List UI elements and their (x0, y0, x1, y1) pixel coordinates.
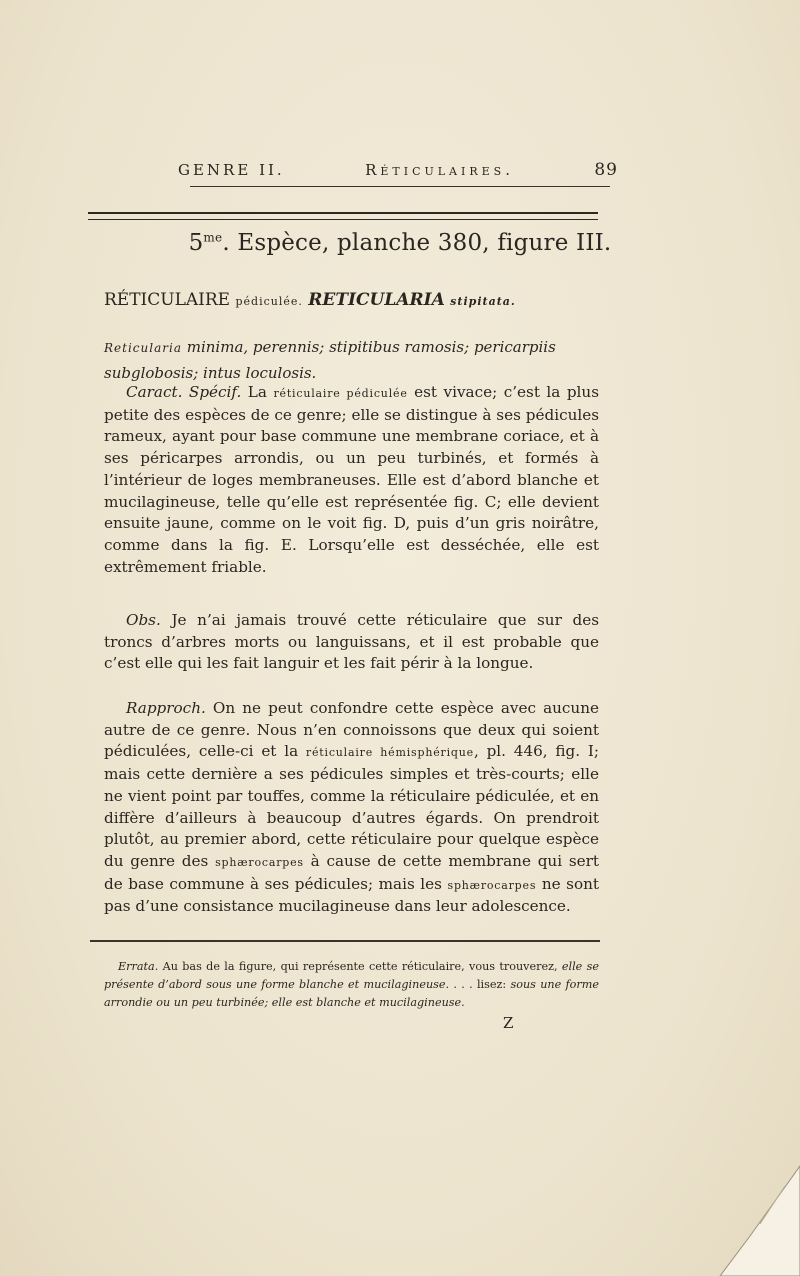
signature-mark: Z (503, 1014, 514, 1032)
french-epithet: pédiculée. (235, 295, 303, 308)
running-head (178, 160, 618, 180)
french-name: RÉTICULAIRE (104, 290, 231, 310)
caract-lead: La (241, 383, 274, 401)
caract-label: Caract. Spécif. (126, 383, 242, 401)
rapproch-label: Rapproch. (126, 699, 206, 717)
errata-part1: Au bas de la figure, qui représente cette réticulaire, vous trouverez, (158, 960, 562, 973)
errata-label: Errata. (118, 960, 159, 973)
species-ordinal: me (203, 230, 223, 245)
latin-diagnosis-genus: Reticularia (104, 341, 182, 355)
section-double-rule (88, 212, 598, 220)
rapproch-name2: sphærocarpes (215, 855, 304, 869)
running-head-title: Réticulaires. (365, 161, 514, 179)
obs-label: Obs. (126, 611, 161, 629)
errata-part2: . . . . lisez: (445, 978, 511, 991)
caract-name: réticulaire pédiculée (273, 387, 408, 400)
obs-body: Je n’ai jamais trouvé cette réticulaire que sur des troncs d’arbres morts ou languissans, et il est probable que c’est elle qui les fait languir et les fait périr à la longue. (104, 611, 599, 673)
latin-diagnosis-text: minima, perennis; stipitibus ramosis; pericarpiis subglobosis; intus loculosis. (104, 338, 556, 382)
paragraph-rapproch (104, 698, 599, 918)
footnote-rule (90, 940, 600, 942)
species-name-line (104, 290, 604, 310)
rapproch-part4: ne sont pas d’une consistance mucilagineuse dans leur adolescence. (104, 874, 600, 916)
errata-note (104, 958, 599, 1012)
latin-genus: RETICULARIA (308, 290, 445, 310)
rapproch-part2: , pl. 446, fig. I; mais cette dernière a ses pédicules simples et très-courts; elle ne vient point par touffes, comme la réticulaire pédiculée, et en diffère d’ailleurs à beaucoup d’autres égards. On prendroit plutôt, au premier abord, cette réticulaire pour quelque espèce du genre des (104, 742, 599, 870)
species-heading-text: . Espèce, planche 380, figure III. (222, 230, 612, 256)
latin-diagnosis (104, 335, 599, 386)
page-number: 89 (594, 160, 618, 180)
running-head-genre: GENRE II. (178, 161, 285, 179)
latin-epithet: stipitata. (450, 295, 516, 308)
paragraph-obs (104, 610, 599, 675)
rapproch-part3: à cause de cette membrane qui sert de base commune à ses pédicules; mais les (104, 851, 599, 893)
species-heading (0, 230, 800, 256)
caract-body: est vivace; c’est la plus petite des espèces de ce genre; elle se distingue à ses pédicules rameux, ayant pour base commune une membrane coriace, et à ses péricarpes arrondis, ou un peu turbinés, et formés à l’intérieur de loges membraneuses. Elle est d’abord blanche et mucilagineuse, telle qu’elle est représentée fig. C; elle devient ensuite jaune, comme on le voit fig. D, puis d’un gris noirâtre, comme dans la fig. E. Lorsqu’elle est desséchée, elle est extrêmement friable. (104, 383, 599, 576)
errata-right: sous une forme arrondie ou un peu turbinée; elle est blanche et mucilagineuse. (104, 978, 599, 1009)
torn-page-corner (690, 1146, 800, 1276)
rapproch-part1: On ne peut confondre cette espèce avec aucune autre de ce genre. Nous n’en connoissons que deux qui soient pédiculées, celle-ci et la (104, 699, 599, 761)
paragraph-caract (104, 382, 599, 578)
species-number: 5 (188, 230, 204, 256)
rapproch-name3: sphærocarpes (447, 878, 537, 892)
rapproch-name1: réticulaire hémisphérique (305, 746, 474, 760)
errata-wrong: elle se présente d’abord sous une forme blanche et mucilagineuse (104, 960, 599, 991)
header-rule (190, 186, 610, 187)
